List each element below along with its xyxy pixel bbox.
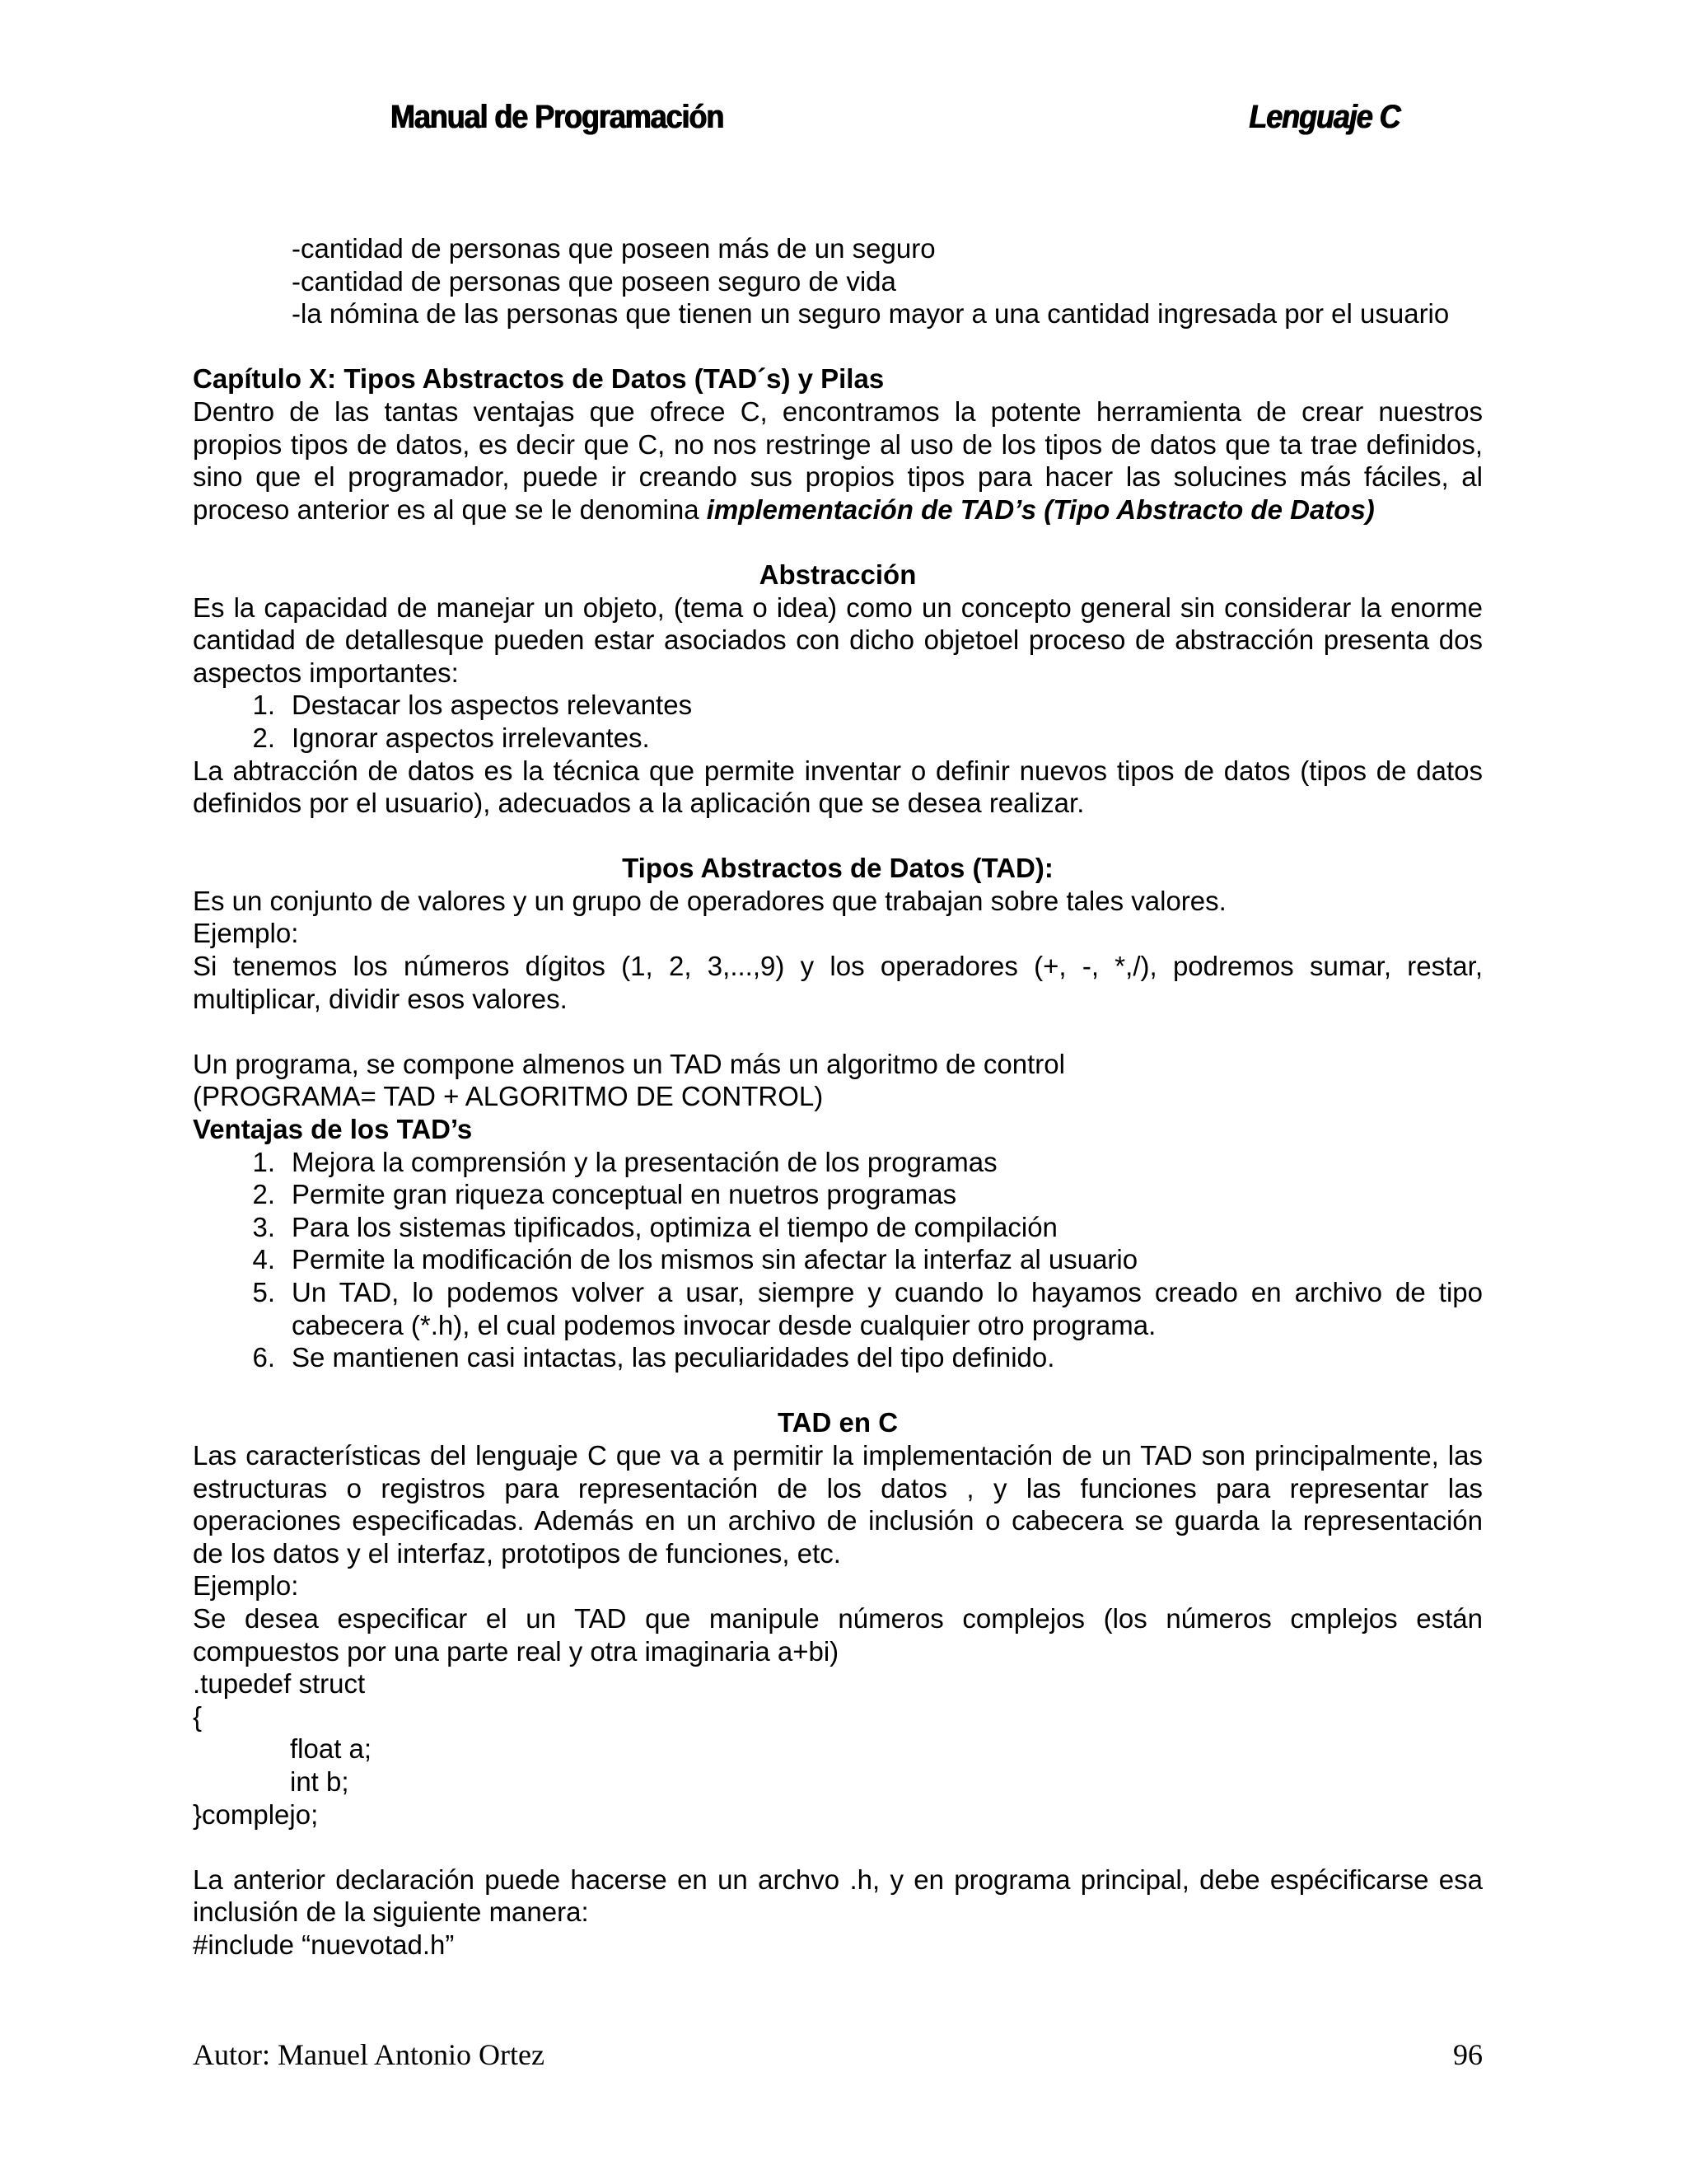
spacer (193, 330, 1483, 363)
list-text: cabecera (*.h), el cual podemos invocar desde cualquier otro programa. (292, 1309, 1157, 1340)
paragraph-line: cantidad de detallesque pueden estar asociados con dicho objetoel proceso de abstracción presenta dos (193, 624, 1483, 656)
list-number: 3. (252, 1211, 275, 1242)
list-item (193, 689, 1483, 722)
header-subtitle: Lenguaje C (1249, 99, 1400, 135)
page-number: 96 (1453, 2038, 1483, 2071)
list-item (193, 1178, 1483, 1211)
list-number: 1. (252, 1146, 275, 1177)
code-line: int b; (290, 1765, 349, 1797)
paragraph-line: multiplicar, dividir esos valores. (193, 983, 568, 1014)
list-text: Para los sistemas tipificados, optimiza el tiempo de compilación (292, 1211, 1058, 1242)
paragraph-line: Es un conjunto de valores y un grupo de operadores que trabajan sobre tales valores. (193, 885, 1227, 916)
emphasis-text: implementación de TAD’s (Tipo Abstracto de Datos) (706, 493, 1375, 525)
header-title: Manual de Programación (390, 99, 724, 135)
section-heading-tad-en-c: TAD en C (777, 1407, 899, 1438)
spacer (193, 1015, 1483, 1048)
list-text: Permite la modificación de los mismos sin afectar la interfaz al usuario (292, 1244, 1138, 1275)
list-number: 1. (252, 690, 275, 721)
list-text: Destacar los aspectos relevantes (292, 690, 693, 721)
section-heading-tad: Tipos Abstractos de Datos (TAD): (622, 853, 1054, 884)
paragraph-line: La anterior declaración puede hacerse en un archvo .h, y en programa principal, debe espécificarse esa (193, 1864, 1483, 1895)
paragraph-line: Las características del lenguaje C que va a permitir la implementación de un TAD son principalmente, las (193, 1439, 1483, 1471)
numbered-list (193, 1146, 1483, 1374)
paragraph-line: Si tenemos los números dígitos (1, 2, 3,...,9) y los operadores (+, -, *,/), podremos sumar, restar, (193, 951, 1483, 982)
list-item (193, 1243, 1483, 1276)
paragraph-line: propios tipos de datos, es decir que C, no nos restringe al uso de los tipos de datos que ta trae definidos, (193, 428, 1483, 460)
list-number: 6. (252, 1342, 275, 1373)
list-item (193, 1146, 1483, 1179)
paragraph-line: Se desea especificar el un TAD que manipule números complejos (los números cmplejos están (193, 1602, 1483, 1634)
paragraph-line: sino que el programador, puede ir creando sus propios tipos para hacer las solucines más fáciles, al (193, 461, 1483, 493)
paragraph-text: proceso anterior es al que se le denomina (193, 493, 707, 525)
paragraph-line: inclusión de la siguiente manera: (193, 1896, 589, 1928)
code-line: float a; (290, 1733, 372, 1765)
list-text: Permite gran riqueza conceptual en nuetros programas (292, 1179, 957, 1210)
paragraph-line: Ejemplo: (193, 918, 299, 949)
list-text: Ignorar aspectos irrelevantes. (292, 722, 650, 753)
page-content (193, 232, 1483, 1961)
spacer (193, 526, 1483, 559)
paragraph-line (193, 493, 1483, 526)
list-number: 2. (252, 722, 275, 753)
list-text: Un TAD, lo podemos volver a usar, siempre y cuando lo hayamos creado en archivo de tipo (292, 1277, 1483, 1307)
section-heading-ventajas: Ventajas de los TAD’s (193, 1114, 473, 1145)
paragraph-line: Dentro de las tantas ventajas que ofrece C, encontramos la potente herramienta de crear nuestros (193, 395, 1483, 427)
chapter-title: Capítulo X: Tipos Abstractos de Datos (TAD´s) y Pilas (193, 363, 885, 395)
list-text: Mejora la comprensión y la presentación de los programas (292, 1146, 998, 1177)
section-heading-abstraccion: Abstracción (759, 559, 917, 590)
paragraph-line: definidos por el usuario), adecuados a la aplicación que se desea realizar. (193, 788, 1085, 819)
list-item (193, 722, 1483, 755)
paragraph-line: estructuras o registros para representación de los datos , y las funciones para representar las (193, 1472, 1483, 1504)
paragraph-line: Un programa, se compone almenos un TAD más un algoritmo de control (193, 1048, 1065, 1079)
intro-list-item: -cantidad de personas que poseen más de un seguro (292, 233, 936, 264)
code-line: { (193, 1700, 203, 1732)
paragraph-line: de los datos y el interfaz, prototipos de funciones, etc. (193, 1537, 841, 1569)
paragraph-line: compuestos por una parte real y otra imaginaria a+bi) (193, 1635, 839, 1667)
numbered-list (193, 689, 1483, 754)
list-number: 4. (252, 1244, 275, 1275)
list-text: Se mantienen casi intactas, las peculiaridades del tipo definido. (292, 1342, 1055, 1373)
list-number: 2. (252, 1179, 275, 1210)
list-item (193, 1211, 1483, 1244)
intro-list-item: -la nómina de las personas que tienen un seguro mayor a una cantidad ingresada por el usuario (292, 298, 1450, 330)
code-line: .tupedef struct (193, 1668, 366, 1700)
footer-author: Autor: Manuel Antonio Ortez (193, 2038, 544, 2071)
spacer (193, 1831, 1483, 1864)
code-line: #include “nuevotad.h” (193, 1929, 455, 1960)
spacer (193, 820, 1483, 853)
list-number: 5. (252, 1277, 275, 1307)
list-item (193, 1276, 1483, 1341)
paragraph-line: aspectos importantes: (193, 657, 459, 688)
intro-list-item: -cantidad de personas que poseen seguro de vida (292, 265, 896, 297)
page-footer (193, 2037, 1483, 2073)
paragraph-line: (PROGRAMA= TAD + ALGORITMO DE CONTROL) (193, 1081, 824, 1112)
paragraph-line: Ejemplo: (193, 1570, 299, 1602)
paragraph-line: La abtracción de datos es la técnica que permite inventar o definir nuevos tipos de datos (tipos de datos (193, 755, 1483, 786)
spacer (193, 1374, 1483, 1407)
paragraph-line: Es la capacidad de manejar un objeto, (tema o idea) como un concepto general sin considerar la enorme (193, 592, 1483, 623)
list-item (193, 1341, 1483, 1374)
paragraph-line: operaciones especificadas. Además en un archivo de inclusión o cabecera se guarda la representación (193, 1505, 1483, 1536)
code-line: }complejo; (193, 1798, 319, 1830)
